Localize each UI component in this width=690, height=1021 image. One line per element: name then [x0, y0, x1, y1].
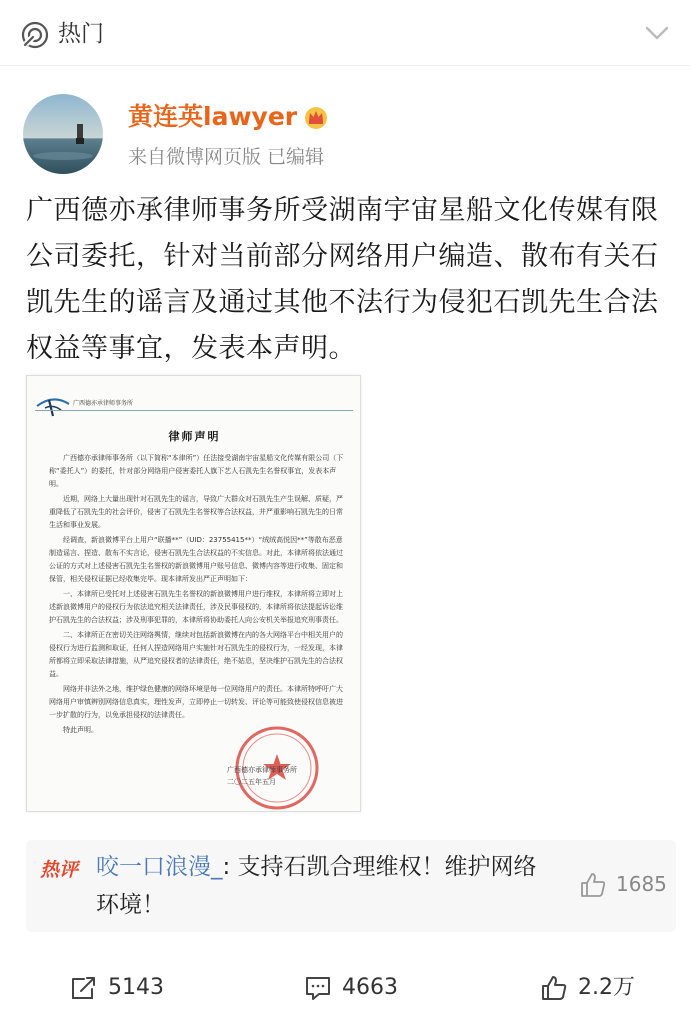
- post-text: 广西德亦承律师事务所受湖南宇宙星船文化传媒有限公司委托，针对当前部分网络用户编造、散布有关石凯先生的谣言及通过其他不法行为侵犯石凯先生合法权益等事宜，发表本声明。: [26, 195, 659, 364]
- author-name[interactable]: 黄连英lawyer: [128, 102, 298, 131]
- document-paragraph: 近期，网络上大量出现针对石凯先生的谣言，导致广大群众对石凯先生产生误解、质疑，严重降低了石凯先生的社会评价，侵害了石凯先生名誉权等合法权益，并严重影响石凯先生的日常生活和事业发展。: [49, 495, 343, 529]
- document-paragraph: 网络并非法外之地，维护绿色健康的网络环境是每一位网络用户的责任。本律所特呼吁广大网络用户审慎辨别网络信息真实，理性发声，立即停止一切转发、评论等可能致使侵权信息被进一步扩散的行为，以免承担侵权的法律责任。: [49, 685, 343, 719]
- hot-icon: [20, 20, 50, 50]
- document-sign-date: 二〇二五年五月: [227, 778, 276, 786]
- comment-count: 4663: [342, 975, 398, 1000]
- document-title: 律师声明: [168, 430, 221, 443]
- hot-comment-text: : 支持石凯合理维权！维护网络环境！: [96, 854, 537, 918]
- post-source: 来自微博网页版 已编辑: [128, 146, 325, 168]
- document-paragraph: 经调查，新浪微博平台上用户“联播**”（UID：23755415**）“绒绒高悦因**”等散布恶意制造谣言、捏造、散布不实言论，侵害石凯先生合法权益的不实信息。对此，本律所将依法通过公证的方式对上述侵害石凯先生名誉权的新浪微博用户账号信息、微博内容等进行收集、固定和保管，相关侵权证据已经收集完毕。现本律所发出严正声明如下：: [49, 536, 343, 583]
- comment-button[interactable]: [304, 973, 434, 1003]
- repost-button[interactable]: [70, 973, 200, 1003]
- action-bar: [0, 955, 690, 1021]
- hot-comment-tag: 热评: [40, 859, 79, 881]
- hot-comment-content: [96, 848, 556, 924]
- thumbs-up-icon[interactable]: [578, 870, 608, 900]
- chevron-down-icon[interactable]: [644, 24, 670, 42]
- hot-comment[interactable]: [26, 840, 676, 932]
- comment-icon: [304, 975, 332, 1001]
- document-paragraph: 一、本律所已受托对上述侵害石凯先生名誉权的新浪微博用户进行维权，本律所将立即对上述新浪微博用户的侵权行为依法追究相关法律责任，涉及民事侵权的，本律所将依法提起诉讼维护石凯先生的合法权益；涉及刑事犯罪的，本律所将协助委托人向公安机关举报追究刑事责任。: [49, 590, 343, 624]
- attached-document-image[interactable]: [26, 375, 361, 812]
- post-header: [0, 80, 690, 180]
- law-firm-logo-icon: [35, 392, 71, 418]
- crown-icon: [302, 104, 330, 130]
- document-firm-name: 广西德亦承律师事务所: [73, 400, 134, 407]
- hot-comment-user[interactable]: 咬一口浪漫_: [96, 854, 223, 880]
- document-paragraph: 二、本律所正在密切关注网络舆情，继续对包括新浪微博在内的各大网络平台中相关用户的侵权行为进行监测和取证，任何人捏造网络用户实施针对石凯先生的侵权行为，一经发现，本律所都将立即采取法律措施，从严追究侵权者的法律责任，绝不姑息，坚决维护石凯先生的合法权益。: [49, 631, 343, 678]
- document-paragraph: 特此声明。: [63, 726, 98, 734]
- document-signature: [227, 764, 297, 788]
- top-bar: [0, 0, 690, 66]
- document-sign-firm: 广西德亦承律师事务所: [227, 766, 297, 774]
- page-title: 热门: [58, 21, 104, 47]
- thumbs-up-icon: [540, 975, 568, 1001]
- repost-icon: [70, 975, 98, 1001]
- document-body: [49, 452, 345, 739]
- avatar[interactable]: [23, 94, 103, 174]
- document-paragraph: 广西德亦承律师事务所（以下简称“本律所”）任法接受湖南宇宙星船文化传媒有限公司（下称“委托人”）的委托，针对部分网络用户侵害委托人旗下艺人石凯先生名誉权事宜，发表本声明。: [49, 454, 344, 488]
- repost-count: 5143: [108, 975, 164, 1000]
- document-header-rule: [35, 410, 353, 411]
- like-button[interactable]: [540, 973, 670, 1003]
- hot-comment-like-count: 1685: [616, 872, 667, 896]
- like-count: 2.2万: [578, 975, 635, 1000]
